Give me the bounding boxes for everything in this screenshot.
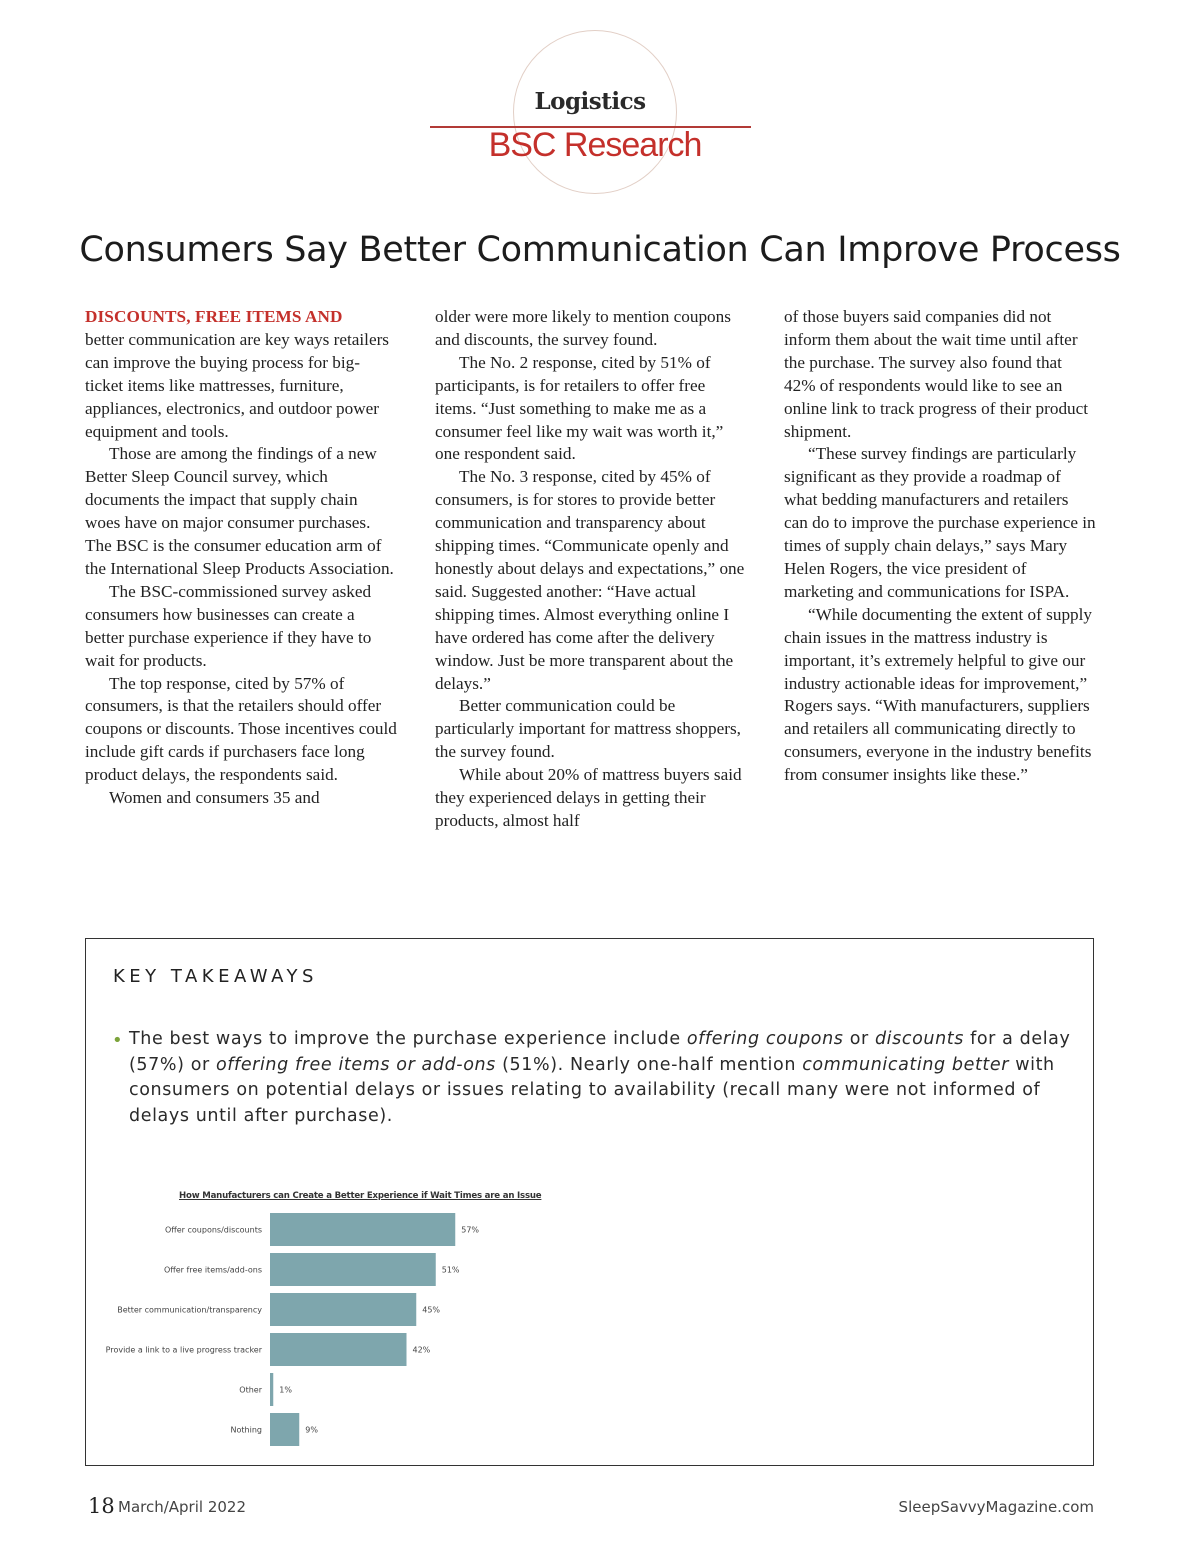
chart-bar [270, 1293, 416, 1326]
section-kicker: Logistics [534, 88, 646, 115]
article-paragraph: The No. 3 response, cited by 45% of consumers, is for stores to provide better communication and transparency about shipping times. “Communicate openly and honestly about delays and expectations,” one said. Suggested another: “Have actual shipping times. Almost everything online I have ordered has come after the delivery window. Just be more transparent about the delays.” [435, 467, 745, 693]
chart-category-label: Nothing [230, 1425, 262, 1435]
article-paragraph: Women and consumers 35 and [109, 788, 320, 808]
chart-bar [270, 1413, 299, 1446]
article-paragraph [85, 306, 397, 443]
article-paragraph: “These survey findings are particularly significant as they provide a roadmap of what bedding manufacturers and retailers can do to improve the purchase experience in times of supply chain delays,” says Mary Helen Rogers, the vice president of marketing and communications for ISPA. [784, 444, 1096, 601]
article-paragraph: While about 20% of mattress buyers said they experienced delays in getting their products, almost half [435, 765, 742, 830]
article-paragraph: The BSC-commissioned survey asked consumers how businesses can create a better purchase experience if they have to wait for products. [85, 581, 372, 670]
chart-category-label: Offer free items/add-ons [163, 1265, 262, 1275]
chart-title: How Manufacturers can Create a Better Experience if Wait Times are an Issue [179, 1191, 542, 1201]
chart-value-label: 1% [279, 1385, 292, 1395]
paragraph-text: better communication are key ways retailers can improve the buying process for big-ticket items like mattresses, furniture, appliances, electronics, and outdoor power equipment and tools. [85, 329, 389, 441]
chart-category-label: Better communication/transparency [117, 1305, 262, 1315]
chart-bar [270, 1253, 436, 1286]
page-number: 18 [88, 1494, 115, 1518]
article-paragraph: “While documenting the extent of supply chain issues in the mattress industry is important, it’s extremely helpful to give our industry actionable ideas for improvement,” Rogers says. “With manufacturers, suppliers and retailers all communicating directly to consumers, everyone in the industry benefits from consumer insights like these.” [784, 604, 1092, 785]
article-column-3 [784, 306, 1096, 787]
issue-date: March/April 2022 [118, 1498, 247, 1516]
chart-bar [270, 1373, 273, 1406]
article-paragraph: The No. 2 response, cited by 51% of participants, is for retailers to offer free items. “Just something to make me as a consumer feel like my wait was worth it,” one respondent said. [435, 352, 724, 464]
chart-category-label: Provide a link to a live progress tracker [105, 1345, 262, 1355]
chart-value-label: 51% [441, 1265, 460, 1275]
section-title: BSC Research [488, 126, 702, 164]
chart-category-label: Offer coupons/discounts [164, 1225, 262, 1235]
article-paragraph: The top response, cited by 57% of consumers, is that the retailers should offer coupons or discounts. Those incentives could include gift cards if purchasers face long product delays, the respondents said. [85, 673, 397, 785]
chart-value-label: 45% [422, 1305, 441, 1315]
article-headline: Consumers Say Better Communication Can Improve Process [79, 230, 1121, 270]
bullet-icon: • [112, 1030, 123, 1051]
key-takeaway-text: The best ways to improve the purchase experience include offering coupons or discounts for a delay (57%) or offering free items or add-ons (51%). Nearly one-half mention communicating better with consumers on potential delays or issues relating to availability (recall many were not informed of delays until after purchase). [129, 1029, 1071, 1126]
article-paragraph: Better communication could be particularly important for mattress shoppers, the survey found. [435, 696, 741, 762]
article-column-1 [85, 306, 397, 810]
article-column-2 [435, 306, 747, 833]
article-paragraph: older were more likely to mention coupons and discounts, the survey found. [435, 307, 731, 349]
bar-chart [100, 1185, 600, 1455]
chart-value-label: 57% [461, 1225, 480, 1235]
magazine-website: SleepSavvyMagazine.com [898, 1498, 1094, 1516]
chart-value-label: 42% [412, 1345, 431, 1355]
chart-bar [270, 1213, 455, 1246]
lead-in: DISCOUNTS, FREE ITEMS AND [85, 307, 343, 326]
chart-category-label: Other [239, 1385, 262, 1395]
key-takeaways-heading: KEY TAKEAWAYS [113, 966, 318, 987]
chart-value-label: 9% [305, 1425, 318, 1435]
article-paragraph: of those buyers said companies did not inform them about the wait time until after the purchase. The survey also found that 42% of respondents would like to see an online link to track progress of their product shipment. [784, 307, 1089, 441]
chart-bar [270, 1333, 407, 1366]
article-paragraph: Those are among the findings of a new Better Sleep Council survey, which documents the impact that supply chain woes have on major consumer purchases. The BSC is the consumer education arm of the International Sleep Products Association. [85, 444, 394, 578]
